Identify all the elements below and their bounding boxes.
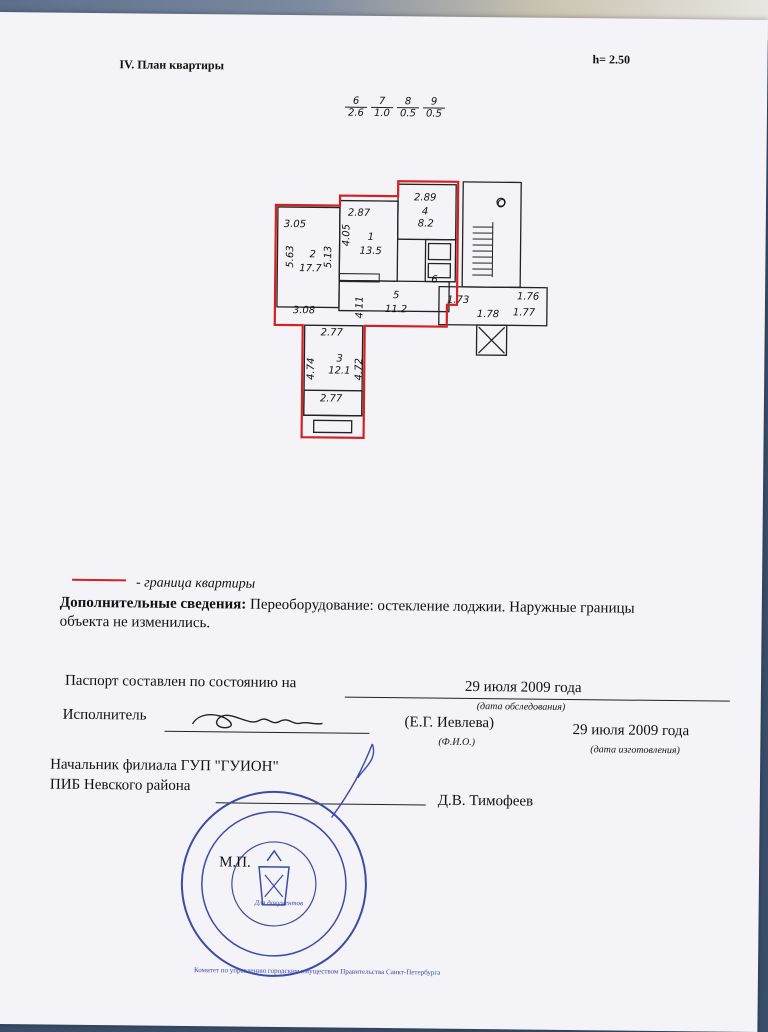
floor-plan: [266, 165, 569, 443]
room-2-width: 3.05: [284, 219, 306, 230]
fraction-num: 9: [423, 96, 445, 108]
passport-date: 29 июля 2009 года: [465, 679, 582, 697]
ceiling-height: h= 2.50: [592, 52, 630, 67]
passport-label: Паспорт составлен по состоянию на: [65, 673, 296, 692]
chief-name: Д.В. Тимофеев: [438, 793, 534, 811]
executor-name-caption: (Ф.И.О.): [438, 737, 475, 748]
room-1-number: 1: [368, 232, 374, 243]
stair-dim-2: 1.77: [513, 307, 535, 318]
fraction-den: 2.6: [345, 108, 367, 119]
stamp-inner-text: Для документов: [255, 899, 303, 908]
stair-dim-1: 1.76: [517, 291, 539, 302]
room-1-width: 2.87: [348, 208, 370, 219]
executor-label: Исполнитель: [63, 707, 147, 725]
room-4-number: 4: [422, 206, 428, 217]
stair-dim-3: 1.78: [477, 309, 499, 320]
room-3-side: 4.74: [306, 358, 317, 380]
room-2-number: 2: [309, 249, 315, 260]
production-date: 29 июля 2009 года: [572, 722, 689, 740]
room-2-side: 5.63: [285, 245, 296, 267]
shaft-mark: O: [497, 197, 506, 210]
room-3-number: 3: [336, 354, 342, 365]
legend-line: [72, 579, 126, 582]
fraction-den: 0.5: [423, 108, 445, 119]
room-3-area: 12.1: [328, 365, 350, 376]
room-4-width: 2.89: [414, 192, 436, 203]
fraction-num: 7: [371, 96, 393, 108]
room-5-side: 4.11: [354, 296, 365, 318]
room-6-number: 6: [431, 275, 437, 286]
passport-date-caption: (дата обследования): [477, 701, 566, 713]
room-3-side-2: 4.72: [354, 358, 365, 380]
room-5-area: 11.2: [385, 304, 407, 315]
additional-text-2: объекта не изменились.: [60, 614, 211, 633]
executor-signature: [188, 708, 328, 733]
room-5-number: 5: [393, 290, 399, 301]
chief-department: ПИБ Невского района: [50, 777, 191, 795]
room-2-bottom: 3.08: [293, 305, 315, 316]
room-3-width: 2.77: [321, 327, 343, 338]
room-1-area: 13.5: [359, 246, 381, 257]
stair-dim-4: 1.73: [447, 295, 469, 306]
room-2-area: 17.7: [299, 263, 321, 274]
chief-title: Начальник филиала ГУП "ГУИОН": [50, 757, 279, 776]
room-4-area: 8.2: [418, 218, 434, 229]
section-title: IV. План квартиры: [119, 57, 224, 73]
stamp-mp-label: М.П.: [219, 854, 251, 871]
fraction-den: 0.5: [397, 108, 419, 119]
fraction-den: 1.0: [371, 108, 393, 119]
stamp-outer-text: Комитет по управлению городским имуществом Правительства Санкт-Петербурга: [194, 966, 440, 977]
fraction-num: 6: [345, 96, 367, 108]
additional-text-1: Переоборудование: остекление лоджии. Наружные границы: [250, 597, 635, 617]
room-2-side-2: 5.13: [323, 246, 334, 268]
official-stamp: [176, 786, 372, 982]
legend-text: - граница квартиры: [136, 575, 255, 592]
document-page: [0, 12, 768, 1032]
production-date-caption: (дата изготовления): [590, 744, 680, 756]
room-3-bottom: 2.77: [320, 393, 342, 404]
room-1-side: 4.05: [341, 224, 352, 246]
fraction-num: 8: [397, 96, 419, 108]
additional-label: Дополнительные сведения:: [60, 595, 247, 613]
executor-name: (Е.Г. Иевлева): [404, 714, 494, 732]
